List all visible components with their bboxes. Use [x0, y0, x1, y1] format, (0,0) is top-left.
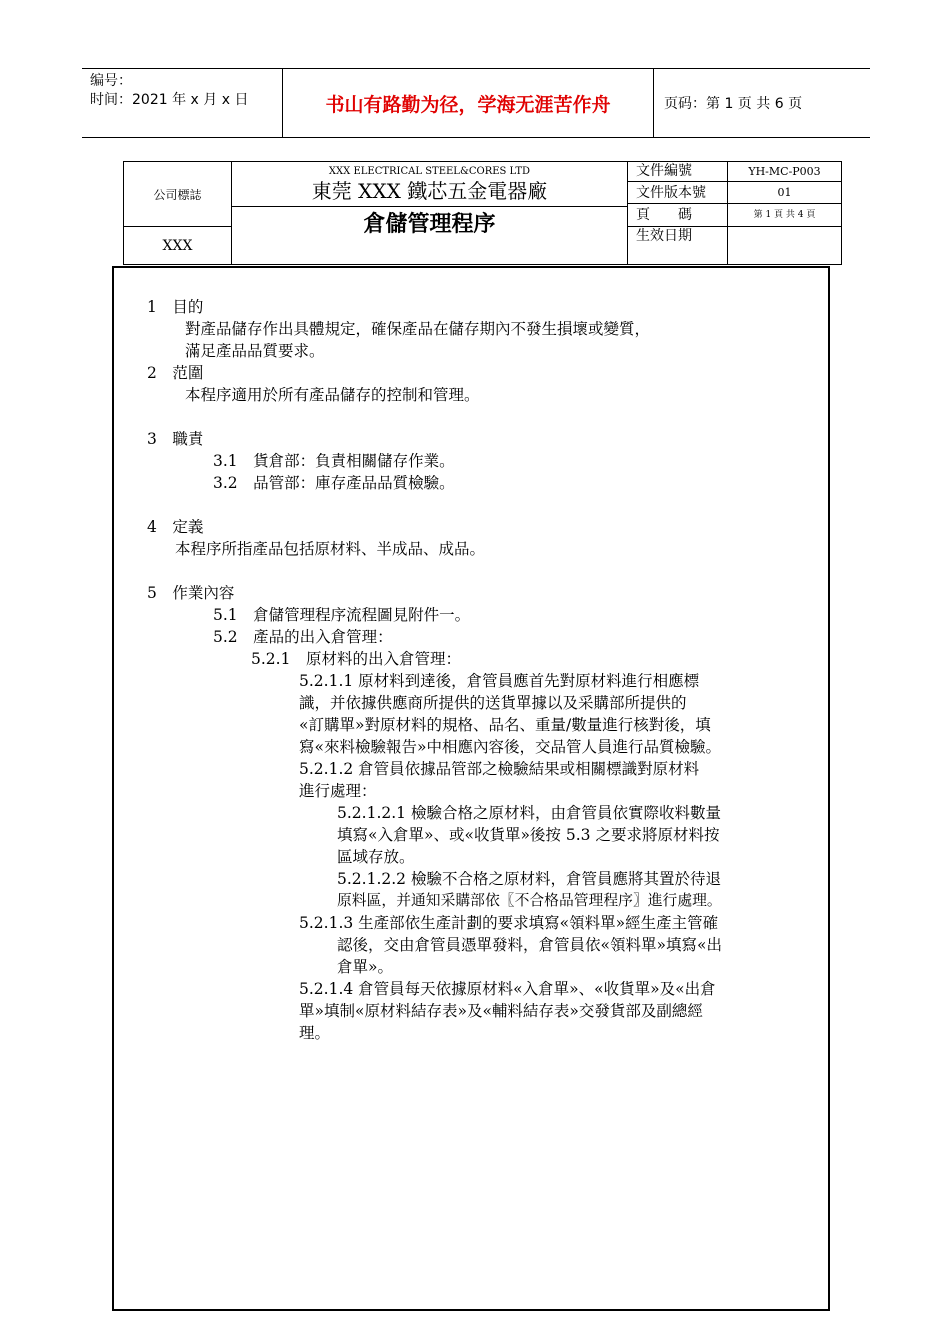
- body-text: 5.2 產品的出入倉管理：: [213, 628, 393, 646]
- body-text: 5.2.1.1 原材料到達後，倉管員應首先對原材料進行相應標: [299, 672, 700, 690]
- body-text: 對產品儲存作出具體規定，確保產品在儲存期內不發生損壞或變質，: [185, 320, 651, 338]
- body-text: 識，并依據供應商所提供的送貨單據以及采購部所提供的: [299, 694, 687, 712]
- version-label: 文件版本號: [628, 182, 728, 204]
- body-text: 寫«來料檢驗報告»中相應內容後，交品管人員進行品質檢驗。: [299, 738, 721, 756]
- body-text: «訂購單»對原材料的規格、品名、重量/數量進行核對後，填: [299, 716, 711, 734]
- body-text: 5.1 倉儲管理程序流程圖見附件一。: [213, 606, 471, 624]
- body-text: 滿足產品品質要求。: [185, 342, 325, 360]
- effective-date-label: 生效日期: [628, 227, 728, 264]
- body-text: 單»填制«原材料結存表»及«輔料結存表»交發貨部及副總經: [299, 1002, 703, 1020]
- body-text: 5.2.1 原材料的出入倉管理：: [251, 650, 461, 668]
- company-logo-label: 公司標誌: [124, 162, 232, 227]
- file-no-value: YH-MC-P003: [728, 162, 841, 182]
- body-text: 本程序適用於所有產品儲存的控制和管理。: [185, 386, 480, 404]
- file-no-label: 文件編號: [628, 162, 728, 182]
- body-text: 認後，交由倉管員憑單發料，倉管員依«領料單»填寫«出: [337, 936, 722, 954]
- body-text: 填寫«入倉單»、或«收貨單»後按 5.3 之要求將原材料按: [337, 826, 720, 844]
- page-value: 第 1 頁 共 4 頁: [728, 204, 841, 227]
- page-label: 頁 碼: [628, 204, 728, 227]
- body-text: 5.2.1.2 倉管員依據品管部之檢驗結果或相關標識對原材料: [299, 760, 700, 778]
- content-frame: [112, 266, 830, 1311]
- motto: 书山有路勤为径，学海无涯苦作舟: [282, 69, 654, 137]
- section-heading: 3 職責: [147, 430, 204, 448]
- header-left: [82, 69, 282, 137]
- top-header: [82, 68, 870, 138]
- body-text: 5.2.1.2.2 檢驗不合格之原材料，倉管員應將其置於待退: [337, 870, 721, 888]
- effective-date-value: [728, 227, 841, 264]
- body-text: 3.2 品管部：庫存產品品質檢驗。: [213, 474, 455, 492]
- company-code: XXX: [124, 227, 232, 264]
- body-text: 倉單»。: [337, 958, 393, 976]
- company-name-zh: 東莞 XXX 鐵芯五金電器廠: [311, 179, 548, 203]
- section-heading: 5 作業內容: [147, 584, 235, 602]
- section-heading: 2 范圍: [147, 364, 204, 382]
- body-text: 5.2.1.4 倉管員每天依據原材料«入倉單»、«收貨單»及«出倉: [299, 980, 716, 998]
- body-text: 進行處理：: [299, 782, 377, 800]
- body-text: 理。: [299, 1024, 331, 1042]
- section-heading: 4 定義: [147, 518, 204, 536]
- version-value: 01: [728, 182, 841, 204]
- body-text: 原料區，并通知采購部依〖不合格品管理程序〗進行處理。: [337, 892, 722, 909]
- section-heading: 1 目的: [147, 298, 204, 316]
- document-title: 倉儲管理程序: [232, 207, 628, 264]
- body-text: 5.2.1.2.1 檢驗合格之原材料，由倉管員依實際收料數量: [337, 804, 721, 822]
- body-text: 3.1 貨倉部：負責相關儲存作業。: [213, 452, 455, 470]
- number-label: 编号：: [90, 73, 132, 89]
- body-text: 本程序所指產品包括原材料、半成品、成品。: [175, 540, 486, 558]
- page-info: 页码：第 1 页 共 6 页: [664, 96, 803, 112]
- body-text: 5.2.1.3 生產部依生產計劃的要求填寫«領料單»經生產主管確: [299, 914, 719, 932]
- body-text: 區域存放。: [337, 848, 415, 866]
- company-name-en: XXX ELECTRICAL STEEL&CORES LTD: [328, 166, 531, 177]
- date-line: 时间：2021 年 x 月 x 日: [90, 92, 249, 108]
- document-control-table: [123, 161, 842, 265]
- company-name-cell: [232, 162, 628, 207]
